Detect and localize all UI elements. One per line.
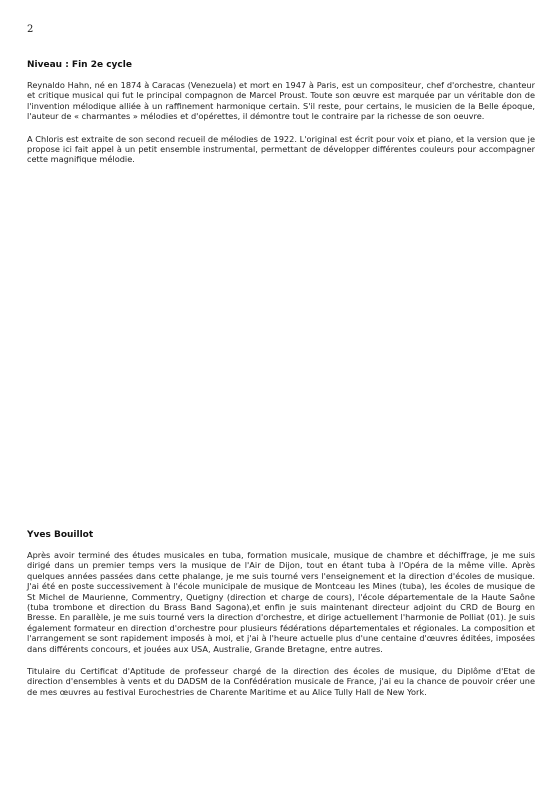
author-credentials-paragraph: Titulaire du Certificat d'Aptitude de professeur chargé de la direction des écoles de musique, du Diplôme d'Etat de direction d'ensembles à vents et du DADSM de la Confédération musicale de France, j'ai eu la chance de pouvoir créer une de mes œuvres au festival Eurochestries de Charente Maritime et au Alice Tully Hall de New York. — [27, 666, 535, 697]
author-section — [27, 530, 535, 709]
piece-description-paragraph: A Chloris est extraite de son second recueil de mélodies de 1922. L'original est écrit pour voix et piano, et la version que je propose ici fait appel à un petit ensemble instrumental, permettant de développer différentes couleurs pour accompagner cette magnifique mélodie. — [27, 133, 535, 165]
author-heading: Yves Bouillot — [27, 530, 94, 540]
page-number: 2 — [27, 24, 34, 35]
bio-paragraph-hahn: Reynaldo Hahn, né en 1874 à Caracas (Venezuela) et mort en 1947 à Paris, est un compositeur, chef d'orchestre, chanteur et critique musical qui fut le principal compagnon de Marcel Proust. Toute son œuvre est marquée par un véritable don de l'invention mélodique alliée à un raffinement harmonique certain. S'il reste, pour certains, le musicien de la Belle époque, l'auteur de « charmantes » mélodies et d'opérettes, il démontre tout le contraire par la richesse de son oeuvre. — [27, 80, 535, 122]
level-section — [27, 60, 535, 177]
level-heading: Niveau : Fin 2e cycle — [27, 60, 132, 70]
author-bio-paragraph: Après avoir terminé des études musicales en tuba, formation musicale, musique de chambre et déchiffrage, je me suis dirigé dans un premier temps vers la musique de l'Air de Dijon, tout en étant tuba à l'Opéra de la même ville. Après quelques années passées dans cette phalange, je me suis tourné vers l'enseignement et la direction d'écoles de musique. J'ai été en poste successivement à l'école municipale de musique de Montceau les Mines (tuba), les écoles de musique de St Michel de Maurienne, Commentry, Quetigny (direction et charge de cours), l'école départementale de la Haute Saône (tuba trombone et direction du Brass Band Sagona),et enfin je suis maintenant directeur adjoint du CRD de Bourg en Bresse. En parallèle, je me suis tourné vers la direction d'orchestre, et dirige actuellement l'harmonie de Polliat (01). Je suis également formateur en direction d'orchestre pour plusieurs fédérations départementales et régionales. La composition et l'arrangement se sont rapidement imposés à moi, et j'ai à l'heure actuelle plus d'une centaine d'œuvres éditées, imposées dans différents concours, et jouées aux USA, Australie, Grande Bretagne, entre autres. — [27, 550, 535, 654]
